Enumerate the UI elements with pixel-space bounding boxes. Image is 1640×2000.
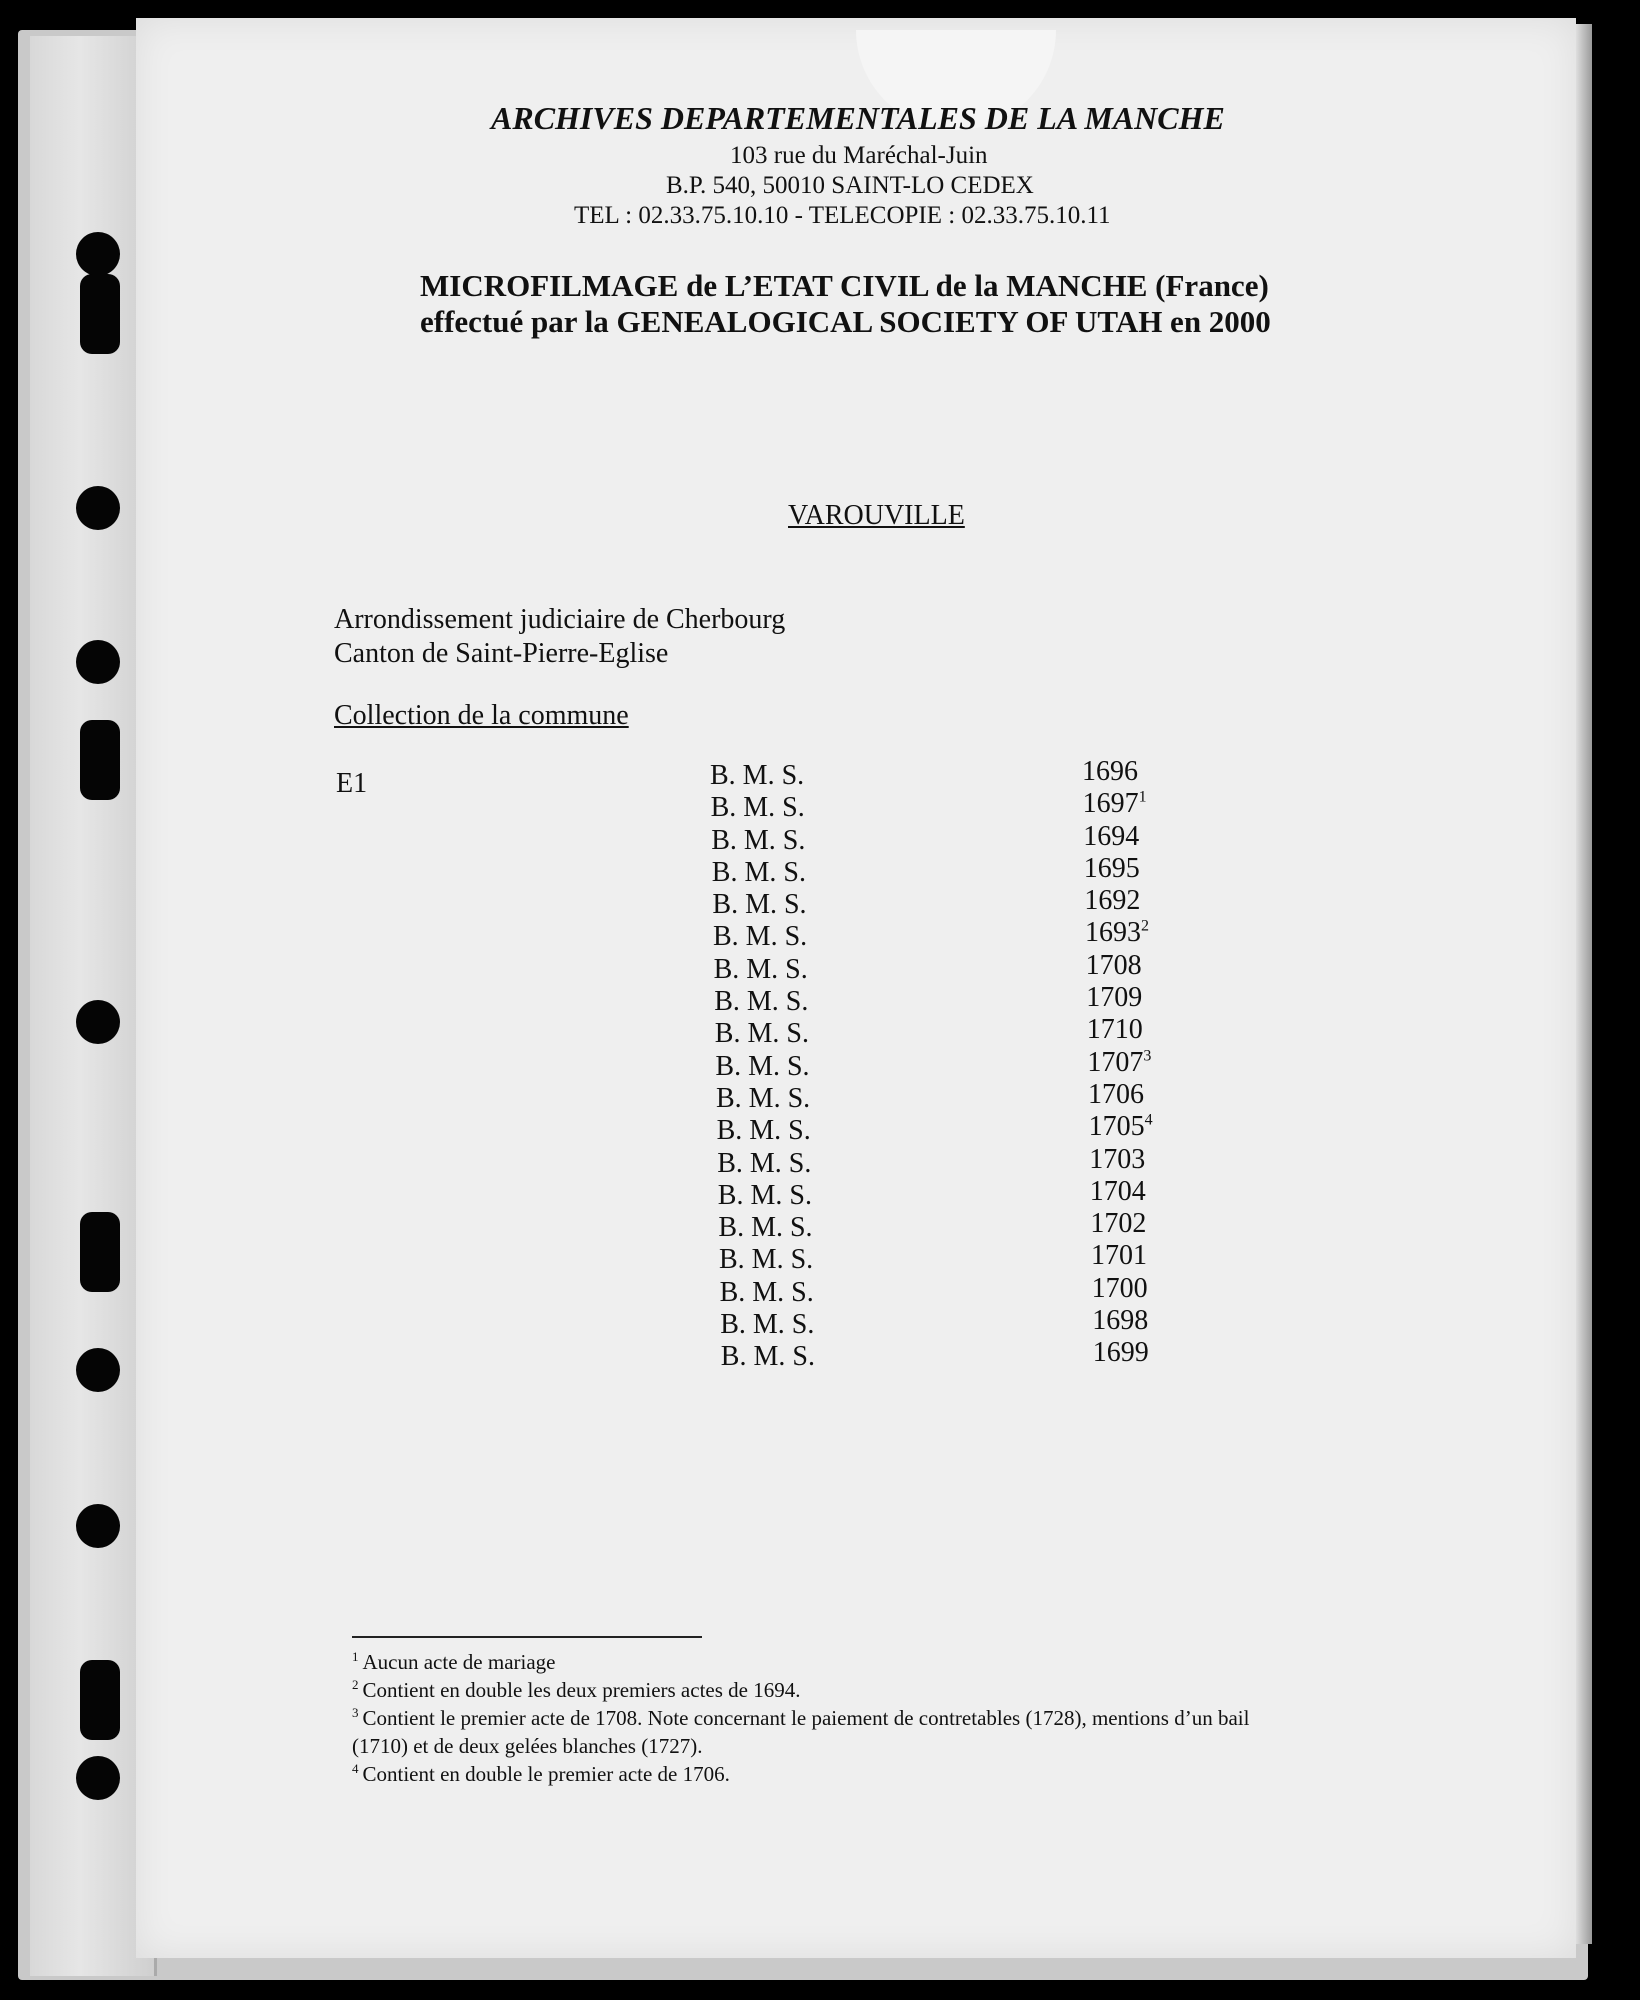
record-year-value: 1704 [1089, 1175, 1146, 1207]
canton: Canton de Saint-Pierre-Eglise [334, 638, 669, 669]
record-row [711, 1337, 1220, 1373]
record-year-value: 1694 [1083, 820, 1140, 852]
record-year [1084, 885, 1140, 917]
collection-heading: Collection de la commune [334, 700, 629, 731]
footnote [352, 1648, 1412, 1676]
microfilm-title-line-1: MICROFILMAGE de L’ETAT CIVIL de la MANCHE (France) [420, 268, 1269, 303]
record-type: B. M. S. [711, 856, 806, 888]
punch-hole-icon [80, 1212, 120, 1292]
footnote [352, 1676, 1412, 1704]
record-type: B. M. S. [715, 1050, 810, 1082]
record-year-value: 1692 [1084, 885, 1141, 917]
contact-line: TEL : 02.33.75.10.10 - TELECOPIE : 02.33.75.10.11 [574, 202, 1111, 229]
record-type: B. M. S. [712, 889, 807, 921]
record-year [1086, 982, 1142, 1014]
footnote-divider [352, 1636, 702, 1638]
record-year-value: 1706 [1088, 1078, 1144, 1110]
record-type: B. M. S. [710, 760, 805, 791]
record-row [704, 949, 1220, 986]
punch-hole-icon [76, 232, 120, 276]
record-type: B. M. S. [714, 1018, 809, 1050]
record-year-value: 1700 [1091, 1272, 1148, 1304]
record-year [1088, 1079, 1144, 1111]
footnote-number: 3 [352, 1705, 359, 1720]
footnotes [352, 1648, 1412, 1788]
address-line-2: B.P. 540, 50010 SAINT-LO CEDEX [666, 172, 1034, 199]
record-year [1083, 821, 1139, 853]
record-type: B. M. S. [719, 1276, 814, 1308]
record-type: B. M. S. [717, 1147, 812, 1179]
footnote-ref: 1 [1138, 788, 1147, 806]
record-year [1089, 1144, 1145, 1176]
record-type: B. M. S. [718, 1212, 813, 1244]
record-row [702, 852, 1220, 889]
record-year [1092, 1273, 1148, 1305]
footnote-ref: 3 [1143, 1047, 1152, 1065]
footnote-text: Contient en double le premier acte de 1706. [362, 1762, 730, 1786]
record-type: B. M. S. [720, 1341, 815, 1373]
record-year [1085, 917, 1149, 949]
record-year-value: 1708 [1085, 949, 1142, 981]
punch-hole-icon [76, 486, 120, 530]
footnote [352, 1732, 1412, 1760]
record-year [1089, 1111, 1153, 1143]
footnote-ref: 4 [1144, 1111, 1153, 1129]
record-year [1082, 756, 1138, 788]
record-type: B. M. S. [713, 921, 808, 953]
record-year [1083, 788, 1147, 820]
record-type: B. M. S. [720, 1309, 815, 1341]
record-year [1092, 1305, 1148, 1337]
record-year-value: 1705 [1088, 1111, 1145, 1143]
record-row [701, 788, 1220, 824]
address-line-1: 103 rue du Maréchal-Juin [730, 142, 988, 169]
series-code: E1 [336, 768, 368, 799]
record-type: B. M. S. [716, 1115, 811, 1147]
record-year-value: 1693 [1085, 917, 1141, 949]
record-row [703, 917, 1220, 953]
footnote-text: Contient le premier acte de 1708. Note concernant le paiement de contretables (1728), mentions d’un bail [362, 1706, 1250, 1730]
footnote-ref: 2 [1141, 918, 1149, 936]
record-year-value: 1698 [1092, 1305, 1149, 1337]
record-row [701, 820, 1220, 857]
record-year [1091, 1240, 1147, 1272]
record-year-value: 1709 [1086, 982, 1143, 1014]
record-year [1086, 950, 1142, 982]
punch-hole-icon [80, 1660, 120, 1740]
record-type: B. M. S. [717, 1179, 812, 1211]
record-year-value: 1701 [1091, 1240, 1147, 1272]
punch-hole-icon [76, 1000, 120, 1044]
record-type: B. M. S. [716, 1082, 811, 1114]
record-year [1087, 1014, 1143, 1046]
record-year [1093, 1337, 1149, 1369]
record-year [1087, 1047, 1151, 1079]
record-type: B. M. S. [711, 824, 806, 856]
punch-hole-icon [76, 1756, 120, 1800]
record-year-value: 1699 [1092, 1337, 1149, 1369]
record-year-value: 1702 [1090, 1208, 1147, 1240]
commune-name: VAROUVILLE [788, 500, 965, 531]
record-year [1090, 1208, 1146, 1240]
record-year [1090, 1176, 1146, 1208]
record-type: B. M. S. [719, 1244, 814, 1276]
records-list [700, 756, 1220, 1374]
record-year-value: 1697 [1082, 788, 1139, 820]
footnote-text: Aucun acte de mariage [362, 1650, 556, 1674]
punch-hole-icon [76, 1504, 120, 1548]
punch-hole-icon [76, 1348, 120, 1392]
record-year-value: 1696 [1082, 756, 1138, 787]
record-year [1084, 853, 1140, 885]
footnote [352, 1704, 1412, 1732]
punch-hole-icon [76, 640, 120, 684]
footnote [352, 1760, 1412, 1788]
page-edge [1576, 24, 1592, 1944]
record-type: B. M. S. [713, 953, 808, 985]
record-year-value: 1707 [1087, 1046, 1144, 1078]
record-year-value: 1703 [1089, 1143, 1146, 1175]
punch-hole-icon [80, 274, 120, 354]
record-type: B. M. S. [710, 792, 805, 824]
record-year-value: 1695 [1083, 852, 1140, 884]
footnote-text: Contient en double les deux premiers actes de 1694. [362, 1678, 801, 1702]
footnote-number: 1 [352, 1649, 359, 1664]
archive-name: ARCHIVES DEPARTEMENTALES DE LA MANCHE [491, 100, 1225, 136]
punch-hole-icon [80, 720, 120, 800]
footnote-text: (1710) et de deux gelées blanches (1727). [352, 1734, 703, 1758]
footnote-number: 2 [352, 1677, 359, 1692]
footnote-number: 4 [352, 1761, 359, 1776]
microfilm-title-line-2: effectué par la GENEALOGICAL SOCIETY OF UTAH en 2000 [420, 304, 1271, 339]
record-year-value: 1710 [1086, 1014, 1143, 1046]
record-type: B. M. S. [714, 986, 809, 1018]
arrondissement: Arrondissement judiciaire de Cherbourg [334, 604, 786, 635]
